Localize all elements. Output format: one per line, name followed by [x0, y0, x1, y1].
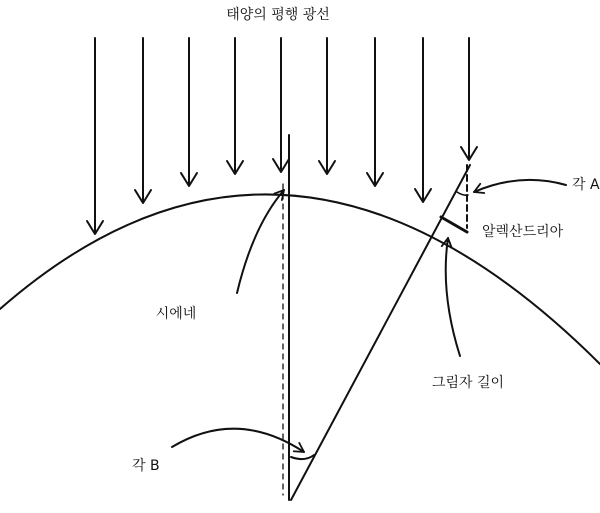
- angle-b-arc: [291, 455, 314, 459]
- shadow-length-segment: [441, 217, 467, 232]
- diagram-title: 태양의 평행 광선: [226, 7, 330, 23]
- angle-a-arc: [457, 192, 468, 195]
- alexandria-label: 알렉산드리아: [482, 224, 564, 240]
- shadow-length-pointer-arrow: [446, 238, 460, 356]
- syene-pointer-arrow: [237, 190, 284, 293]
- sun-rays: [87, 38, 477, 234]
- angle-a-pointer-arrow: [474, 180, 566, 192]
- shadow-length-label: 그림자 길이: [431, 375, 505, 391]
- angle-b-label: 각 B: [132, 458, 160, 474]
- angle-a-label: 각 A: [572, 177, 600, 193]
- syene-label: 시에네: [155, 306, 197, 322]
- angle-b-pointer-arrow: [172, 429, 304, 452]
- earth-surface-arc: [0, 194, 600, 364]
